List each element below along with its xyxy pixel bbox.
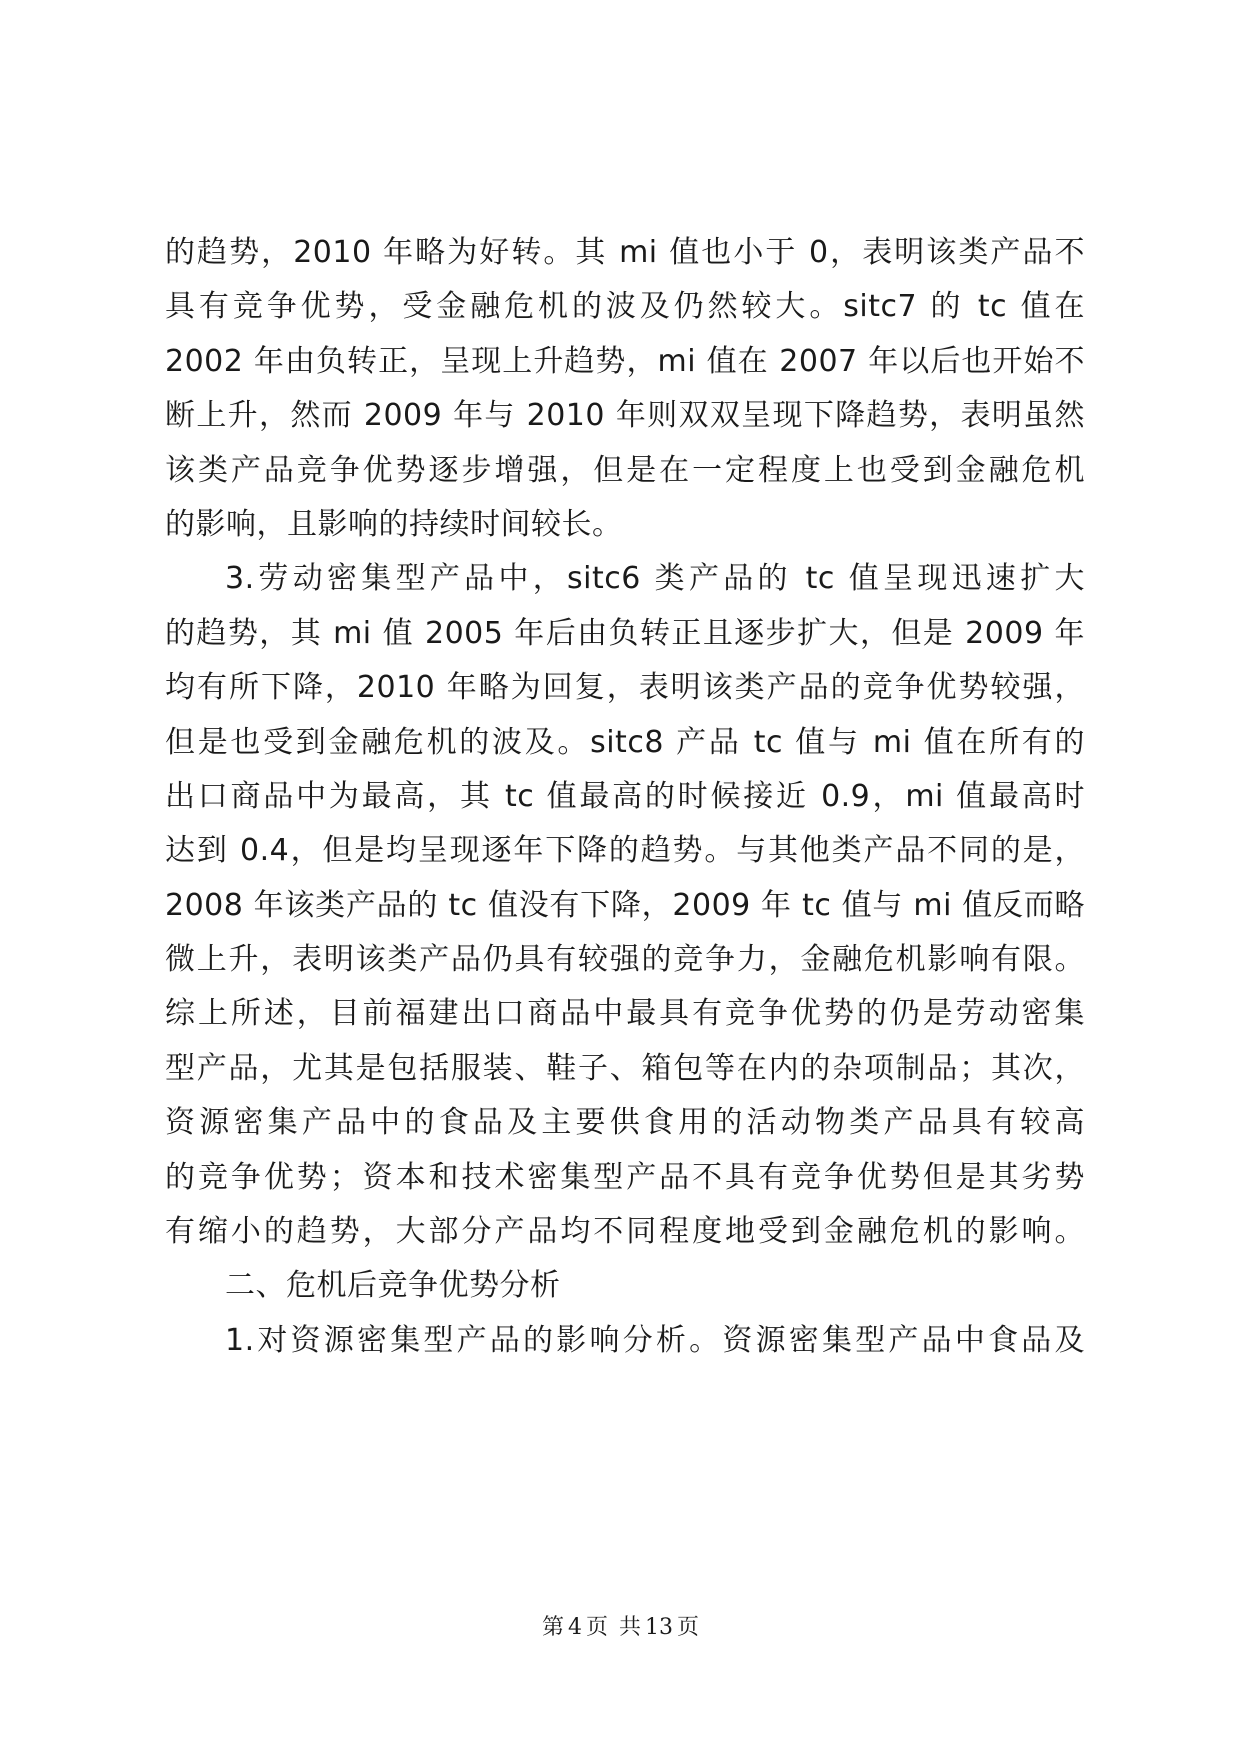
text-line: 二、危机后竞争优势分析: [225, 1268, 561, 1304]
total-pages: 13: [645, 1615, 674, 1640]
text-line: 微上升，表明该类产品仍具有较强的竞争力，金融危机影响有限。: [165, 942, 1085, 978]
text-line: 具有竞争优势，受金融危机的波及仍然较大。sitc7 的 tc 值在: [165, 289, 1085, 325]
text-line: 的趋势，其 mi 值 2005 年后由负转正且逐步扩大，但是 2009 年: [165, 615, 1085, 651]
page-suffix: 页: [585, 1615, 608, 1640]
text-line: 1.对资源密集型产品的影响分析。资源密集型产品中食品及: [225, 1322, 1085, 1358]
text-line: 达到 0.4，但是均呈现逐年下降的趋势。与其他类产品不同的是，: [165, 833, 1085, 869]
text-line: 3.劳动密集型产品中，sitc6 类产品的 tc 值呈现迅速扩大: [225, 561, 1085, 597]
page-prefix: 第: [541, 1615, 564, 1640]
text-line: 的影响，且影响的持续时间较长。: [165, 506, 623, 542]
text-line: 综上所述，目前福建出口商品中最具有竞争优势的仍是劳动密集: [165, 996, 1085, 1032]
text-line: 资源密集产品中的食品及主要供食用的活动物类产品具有较高: [165, 1105, 1085, 1141]
text-line: 的竞争优势；资本和技术密集型产品不具有竞争优势但是其劣势: [165, 1159, 1085, 1195]
text-line: 有缩小的趋势，大部分产品均不同程度地受到金融危机的影响。: [165, 1214, 1085, 1250]
total-prefix: 共: [619, 1615, 642, 1640]
text-line: 2008 年该类产品的 tc 值没有下降，2009 年 tc 值与 mi 值反而略: [165, 887, 1085, 923]
text-line: 但是也受到金融危机的波及。sitc8 产品 tc 值与 mi 值在所有的: [165, 724, 1085, 760]
text-line: 出口商品中为最高，其 tc 值最高的时候接近 0.9，mi 值最高时: [165, 778, 1085, 814]
page-footer: [0, 1610, 1241, 1641]
text-line: 该类产品竞争优势逐步增强，但是在一定程度上也受到金融危机: [165, 452, 1085, 488]
text-line: 的趋势，2010 年略为好转。其 mi 值也小于 0，表明该类产品不: [165, 235, 1085, 270]
total-suffix: 页: [677, 1615, 700, 1640]
text-line: 均有所下降，2010 年略为回复，表明该类产品的竞争优势较强，: [165, 670, 1085, 706]
text-line: 型产品，尤其是包括服装、鞋子、箱包等在内的杂项制品；其次，: [165, 1050, 1085, 1086]
text-line: 2002 年由负转正，呈现上升趋势，mi 值在 2007 年以后也开始不: [165, 343, 1085, 379]
document-body: [165, 226, 1085, 1368]
text-line: 断上升，然而 2009 年与 2010 年则双双呈现下降趋势，表明虽然: [165, 398, 1085, 434]
page-number: 4: [567, 1615, 582, 1640]
